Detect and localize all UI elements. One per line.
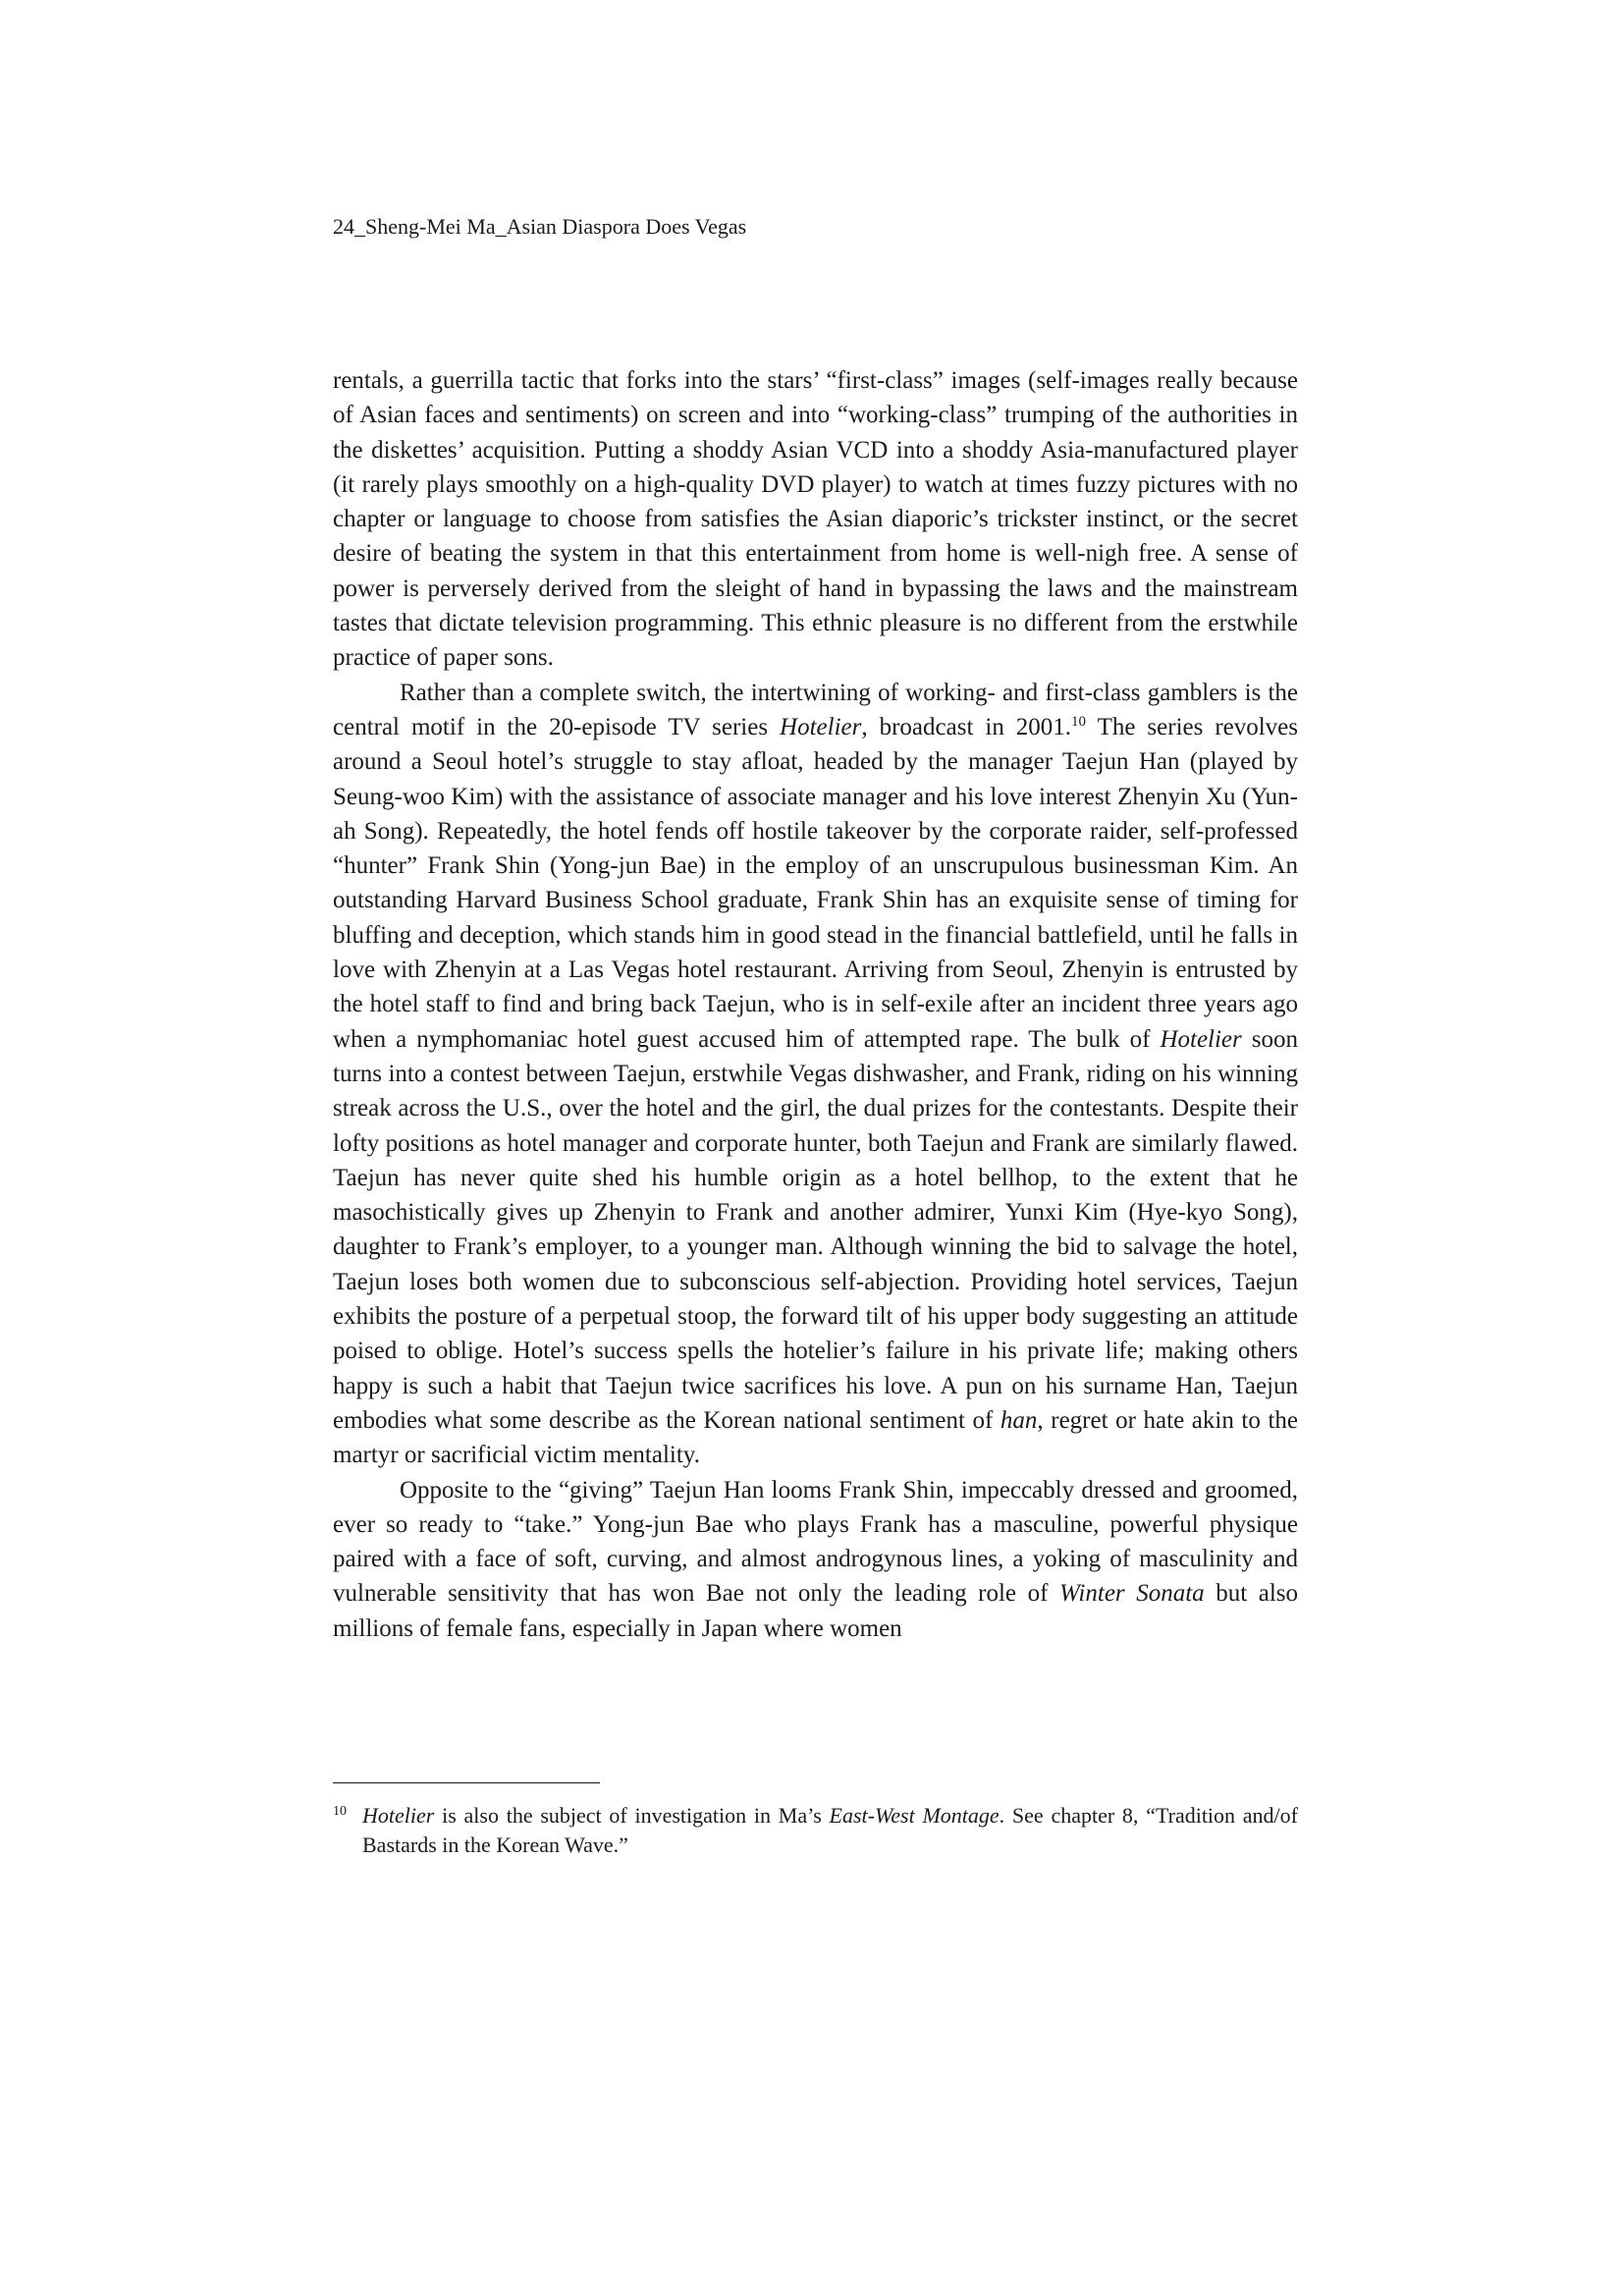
footnote-divider bbox=[333, 1782, 600, 1783]
text-run: rentals, a guerrilla tactic that forks into the stars’ “first-class” images (self-images really because of Asian faces and sentiments) on screen and into “working-class” trumping of the authorities in the diskettes’ acquisition. Putting a shoddy Asian VCD into a shoddy Asia-manufactured player (it rarely plays smoothly on a high-quality DVD player) to watch at times fuzzy pictures with no chapter or language to choose from satisfies the Asian diaporic’s trickster instinct, or the secret desire of beating the system in that this entertainment from home is well-nigh free. A sense of power is perversely derived from the sleight of hand in bypassing the laws and the mainstream tastes that dictate television programming. This ethnic pleasure is no different from the erstwhile practice of paper sons. bbox=[333, 367, 1298, 672]
text-run: is also the subject of investigation in Ma’s bbox=[434, 1803, 830, 1828]
footnotes bbox=[333, 1801, 1298, 1860]
title-italic: Hotelier bbox=[1160, 1025, 1242, 1053]
running-header: 24_Sheng-Mei Ma_Asian Diaspora Does Vegas bbox=[333, 214, 747, 239]
title-italic: Winter Sonata bbox=[1058, 1580, 1205, 1608]
text-run: , broadcast in 2001. bbox=[861, 713, 1072, 740]
text-run: Opposite to the “giving” Taejun Han looms Frank Shin, impeccably dressed and groomed, ever so ready to “take.” Yong-jun Bae who plays Frank has a masculine, powerful physique paired with a face of soft, curving, and almost androgynous lines, a yoking of masculinity and vulnerable sensitivity that has won Bae not only the leading role of bbox=[333, 1476, 1298, 1608]
text-run: . See chapter 8, “Tradition and/of Bastards in the Korean Wave.” bbox=[362, 1803, 1299, 1857]
text-run: Rather than a complete switch, the intertwining of working- and first-class gamblers is the central motif in the 20-episode TV series bbox=[333, 679, 1298, 740]
footnote-10: 10 Hotelier is also the subject of investigation in Ma’s East-West Montage. See chapter 8, “Tradition and/of Bastards in the Korean Wave.” bbox=[333, 1803, 1299, 1857]
paragraph-2 bbox=[333, 676, 1298, 1473]
text-run: but also millions of female fans, especially in Japan where women bbox=[333, 1580, 1298, 1642]
footnote-reference[interactable]: 10 bbox=[1071, 713, 1087, 730]
paragraph-1 bbox=[333, 363, 1298, 676]
term-italic: han bbox=[1000, 1406, 1038, 1434]
text-run: The series revolves around a Seoul hotel’s struggle to stay afloat, headed by the manager Taejun Han (played by Seung-woo Kim) with the assistance of associate manager and his love interest Zhenyin Xu (Yun-ah Song). Repeatedly, the hotel fends off hostile takeover by the corporate raider, self-professed “hunter” Frank Shin (Yong-jun Bae) in the employ of an unscrupulous businessman Kim. An outstanding Harvard Business School graduate, Frank Shin has an exquisite sense of timing for bluffing and deception, which stands him in good stead in the financial battlefield, until he falls in love with Zhenyin at a Las Vegas hotel restaurant. Arriving from Seoul, Zhenyin is entrusted by the hotel staff to find and bring back Taejun, who is in self-exile after an incident three years ago when a nymphomaniac hotel guest accused him of attempted rape. The bulk of bbox=[333, 713, 1299, 1053]
paragraph-3 bbox=[333, 1473, 1298, 1646]
title-italic: Hotelier bbox=[362, 1803, 435, 1828]
body-text bbox=[333, 363, 1298, 1646]
title-italic: East-West Montage bbox=[829, 1803, 1000, 1828]
text-run: , regret or hate akin to the martyr or sacrificial victim mentality. bbox=[333, 1406, 1298, 1469]
title-italic: Hotelier bbox=[780, 713, 862, 740]
text-run: soon turns into a contest between Taejun, erstwhile Vegas dishwasher, and Frank, riding on his winning streak across the U.S., over the hotel and the girl, the dual prizes for the contestants. Despite their lofty positions as hotel manager and corporate hunter, both Taejun and Frank are similarly flawed. Taejun has never quite shed his humble origin as a hotel bellhop, to the extent that he masochistically gives up Zhenyin to Frank and another admirer, Yunxi Kim (Hye-kyo Song), daughter to Frank’s employer, to a younger man. Although winning the bid to salvage the hotel, Taejun loses both women due to subconscious self-abjection. Providing hotel services, Taejun exhibits the posture of a perpetual stoop, the forward tilt of his upper body suggesting an attitude poised to oblige. Hotel’s success spells the hotelier’s failure in his private life; making others happy is such a habit that Taejun twice sacrifices his love. A pun on his surname Han, Taejun embodies what some describe as the Korean national sentiment of bbox=[333, 1025, 1298, 1434]
